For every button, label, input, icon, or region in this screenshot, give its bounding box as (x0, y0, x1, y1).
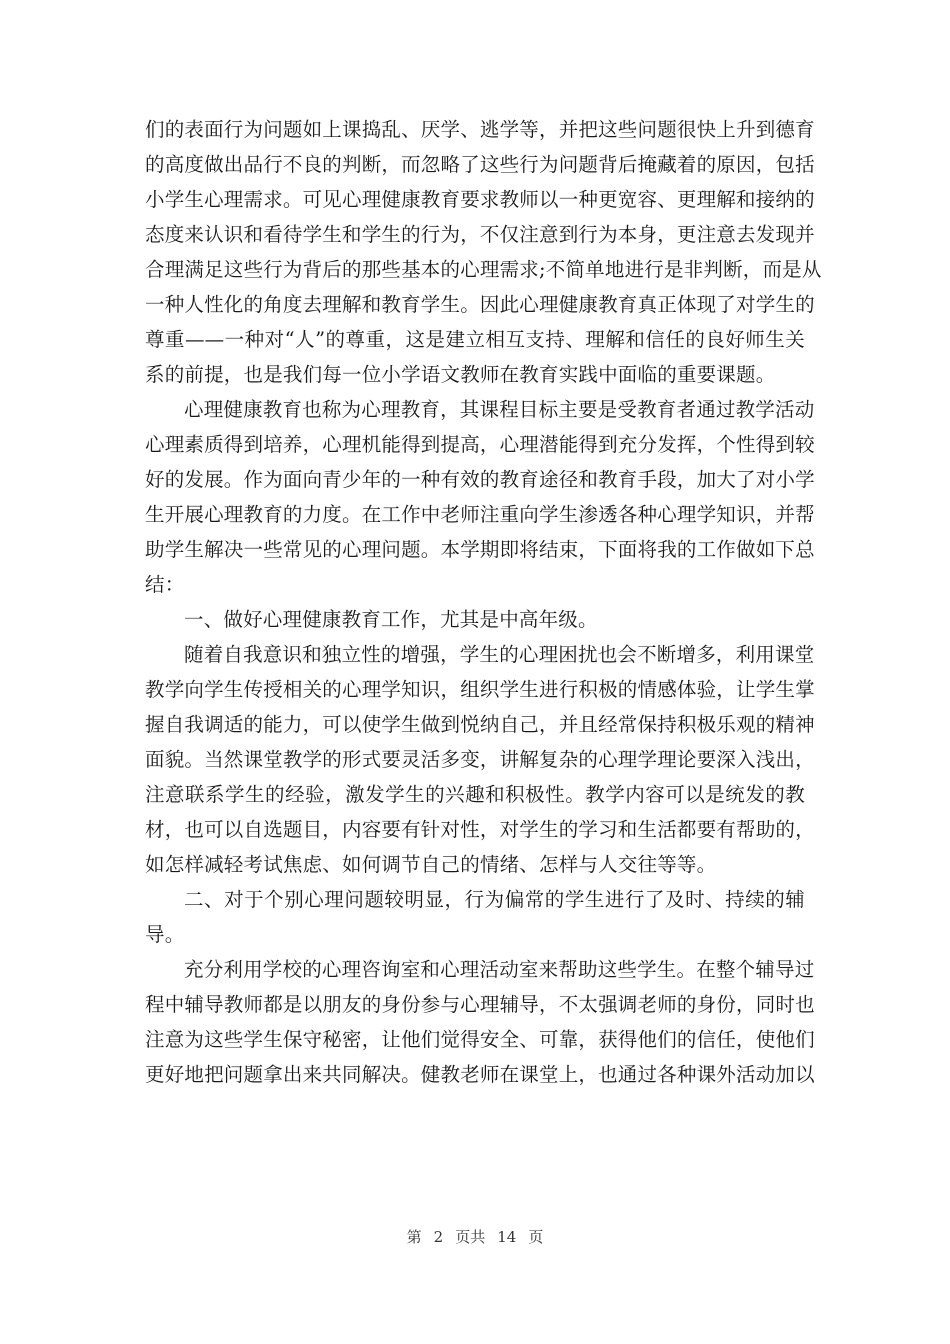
paragraph-line: 更好地把问题拿出来共同解决。健教老师在课堂上，也通过各种课外活动加以 (145, 1063, 815, 1086)
paragraph-line: 小学生心理需求。可见心理健康教育要求教师以一种更宽容、更理解和接纳的 (145, 188, 815, 211)
paragraph-line: 材，也可以自选题目，内容要有针对性，对学生的学习和生活都要有帮助的， (145, 818, 815, 841)
paragraph-line: 注意为这些学生保守秘密，让他们觉得安全、可靠，获得他们的信任，使他们 (145, 1028, 815, 1051)
paragraph-line: 一、做好心理健康教育工作，尤其是中高年级。 (184, 608, 598, 631)
paragraph-line: 系的前提，也是我们每一位小学语文教师在教育实践中面临的重要课题。 (145, 363, 776, 386)
paragraph-line: 合理满足这些行为背后的那些基本的心理需求;不简单地进行是非判断，而是从 (145, 258, 822, 281)
paragraph-line: 心理素质得到培养，心理机能得到提高，心理潜能得到充分发挥，个性得到较 (145, 433, 815, 456)
paragraph-line: 尊重——一种对“人”的尊重，这是建立相互支持、理解和信任的良好师生关 (145, 328, 805, 351)
paragraph-line: 教学向学生传授相关的心理学知识，组织学生进行积极的情感体验，让学生掌 (145, 678, 815, 701)
paragraph-line: 充分利用学校的心理咨询室和心理活动室来帮助这些学生。在整个辅导过 (184, 958, 815, 981)
paragraph (145, 882, 805, 952)
footer-total-pages: 14 (497, 1228, 517, 1246)
footer-current-page: 2 (433, 1228, 444, 1246)
paragraph-line: 二、对于个别心理问题较明显，行为偏常的学生进行了及时、持续的辅 (184, 888, 805, 911)
paragraph-line: 结： (145, 573, 185, 596)
paragraph-line: 态度来认识和看待学生和学生的行为，不仅注意到行为本身，更注意去发现并 (145, 223, 815, 246)
paragraph (145, 602, 805, 637)
paragraph-line: 的高度做出品行不良的判断，而忽略了这些行为问题背后掩藏着的原因，包括 (145, 153, 815, 176)
paragraph-line: 好的发展。作为面向青少年的一种有效的教育途径和教育手段，加大了对小学 (145, 468, 815, 491)
page-footer (0, 1226, 950, 1247)
paragraph-line: 程中辅导教师都是以朋友的身份参与心理辅导，不太强调老师的身份，同时也 (145, 993, 815, 1016)
paragraph-line: 助学生解决一些常见的心理问题。本学期即将结束，下面将我的工作做如下总 (145, 538, 815, 561)
paragraph-line: 一种人性化的角度去理解和教育学生。因此心理健康教育真正体现了对学生的 (145, 293, 815, 316)
paragraph-line: 生开展心理教育的力度。在工作中老师注重向学生渗透各种心理学知识，并帮 (145, 503, 815, 526)
paragraph-line: 注意联系学生的经验，激发学生的兴趣和积极性。教学内容可以是统发的教 (145, 783, 805, 806)
paragraph-line: 导。 (145, 923, 185, 946)
paragraph-line: 如怎样减轻考试焦虑、如何调节自己的情绪、怎样与人交往等等。 (145, 853, 717, 876)
document-body (145, 112, 822, 1092)
paragraph-line: 随着自我意识和独立性的增强，学生的心理困扰也会不断增多，利用课堂 (184, 643, 815, 666)
footer-prefix: 第 (406, 1228, 422, 1246)
footer-suffix: 页 (528, 1228, 544, 1246)
paragraph (145, 112, 822, 392)
paragraph-line: 们的表面行为问题如上课捣乱、厌学、逃学等，并把这些问题很快上升到德育 (145, 118, 815, 141)
paragraph-line: 心理健康教育也称为心理教育，其课程目标主要是受教育者通过教学活动 (184, 398, 815, 421)
paragraph-line: 面貌。当然课堂教学的形式要灵活多变，讲解复杂的心理学理论要深入浅出， (145, 748, 815, 771)
paragraph (145, 392, 815, 602)
footer-middle: 页共 (455, 1228, 486, 1246)
paragraph (145, 637, 815, 882)
paragraph (145, 952, 815, 1092)
paragraph-line: 握自我调适的能力，可以使学生做到悦纳自己，并且经常保持积极乐观的精神 (145, 713, 815, 736)
